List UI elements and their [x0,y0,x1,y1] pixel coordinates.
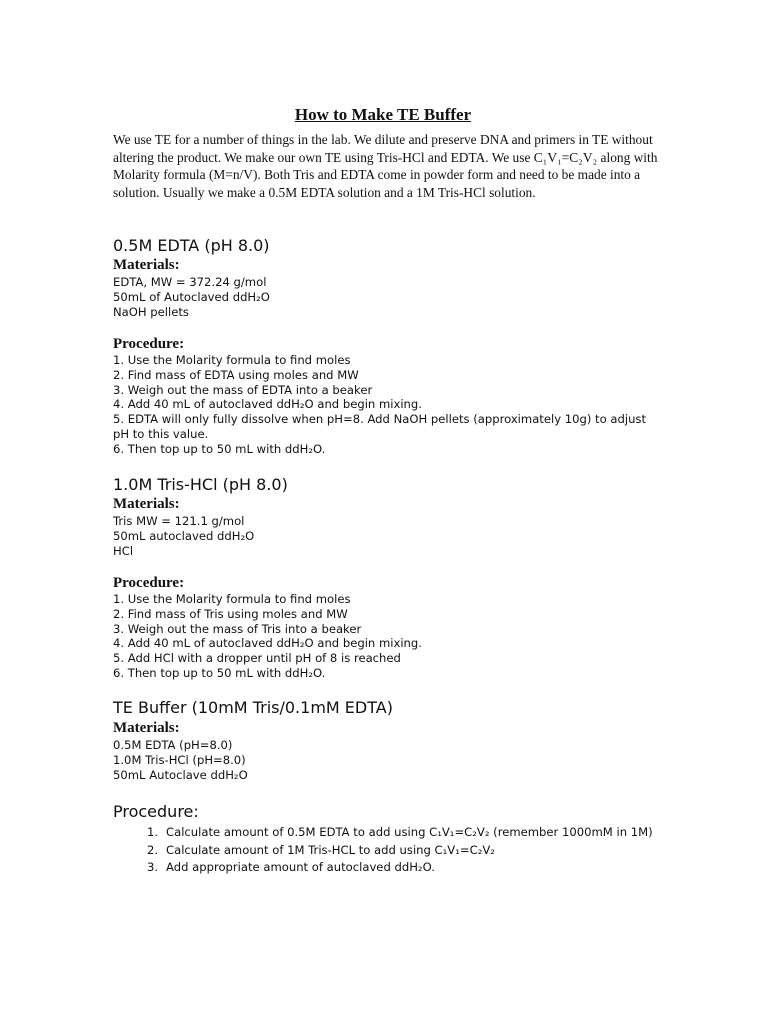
list-item: 4. Add 40 mL of autoclaved ddH₂O and begin mixing. [113,636,422,651]
list-item [113,859,661,876]
procedure-heading-tris: Procedure: [113,575,185,591]
list-item: 2. Find mass of EDTA using moles and MW [113,367,359,382]
materials-list-edta [113,275,661,319]
materials-list-tris [113,514,661,558]
list-item: HCl [113,543,134,558]
page-title: How to Make TE Buffer [294,105,472,125]
list-item [113,824,661,841]
list-item: 0.5M EDTA (pH=8.0) [113,738,233,752]
list-item: 1. Use the Molarity formula to find moles [113,592,351,606]
section-heading-edta: 0.5M EDTA (pH 8.0) [113,236,270,255]
list-item: Tris MW = 121.1 g/mol [113,514,245,528]
list-item: 50mL autoclaved ddH₂O [113,528,255,543]
list-item-text: Calculate amount of 0.5M EDTA to add using C₁V₁=C₂V₂ (remember 1000mM in 1M) [166,825,653,839]
list-item: 50mL Autoclave ddH₂O [113,767,248,782]
section-heading-te-buffer: TE Buffer (10mM Tris/0.1mM EDTA) [113,698,393,717]
list-item-number: 2. [146,842,158,857]
materials-heading-edta: Materials: [113,257,180,273]
section-heading-tris: 1.0M Tris-HCl (pH 8.0) [113,475,288,494]
list-item-number: 1. [146,825,158,839]
list-item: 5. EDTA will only fully dissolve when pH=8. Add NaOH pellets (approximately 10g) to adjust pH to this value. [113,412,647,441]
list-item: 6. Then top up to 50 mL with ddH₂O. [113,665,326,680]
list-item: 1. Use the Molarity formula to find moles [113,353,351,367]
procedure-list-edta [113,353,661,457]
list-item-text: Add appropriate amount of autoclaved ddH₂O. [166,860,435,874]
intro-paragraph: We use TE for a number of things in the lab. We dilute and preserve DNA and primers in TE without altering the product. We make our own TE using Tris-HCl and EDTA. We use C₁V₁=C₂V₂ along with Molarity formula (M=n/V). Both Tris and EDTA come in powder form and need to be made into a solution. Usually we make a 0.5M EDTA solution and a 1M Tris-HCl solution. [113,132,658,200]
procedure-list-tris [113,592,661,681]
procedure-heading-edta: Procedure: [113,336,185,352]
list-item-number: 3. [146,860,158,874]
list-item: 1.0M Tris-HCl (pH=8.0) [113,752,246,767]
list-item-text: Calculate amount of 1M Tris-HCL to add using C₁V₁=C₂V₂ [166,842,495,857]
list-item [113,842,661,859]
list-item: 3. Weigh out the mass of Tris into a beaker [113,621,362,636]
materials-heading-te-buffer: Materials: [113,720,180,736]
list-item: 2. Find mass of Tris using moles and MW [113,606,348,621]
materials-heading-tris: Materials: [113,496,180,512]
list-item: NaOH pellets [113,304,189,319]
procedure-heading-te-buffer: Procedure: [113,802,199,821]
list-item: 5. Add HCl with a dropper until pH of 8 is reached [113,651,401,666]
list-item: 6. Then top up to 50 mL with ddH₂O. [113,441,326,456]
list-item: EDTA, MW = 372.24 g/mol [113,275,267,289]
procedure-list-te-buffer [113,824,661,877]
list-item: 3. Weigh out the mass of EDTA into a beaker [113,382,373,397]
list-item: 50mL of Autoclaved ddH₂O [113,289,270,304]
materials-list-te-buffer [113,738,661,782]
list-item: 4. Add 40 mL of autoclaved ddH₂O and begin mixing. [113,397,422,412]
